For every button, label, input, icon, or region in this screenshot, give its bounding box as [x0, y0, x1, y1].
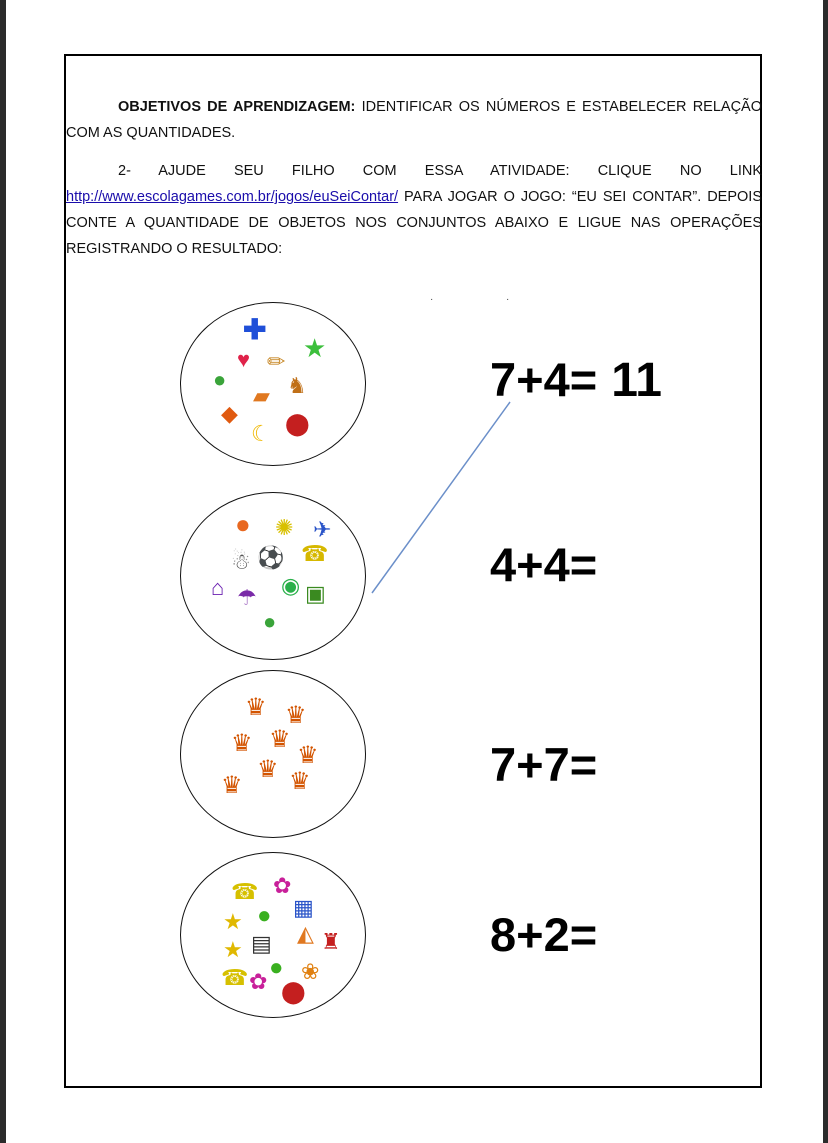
equation-4-expression: 8+2= — [490, 908, 598, 961]
hydrant-icon: ♜ — [321, 929, 341, 954]
telephone-icon: ☎ — [231, 879, 259, 904]
equation-2-expression: 4+4= — [490, 538, 598, 591]
cat-icon: ♛ — [289, 768, 311, 795]
ladybug-icon: ⬤ — [281, 979, 306, 1004]
cat-icon: ♛ — [257, 756, 279, 783]
telephone-icon: ☎ — [221, 965, 249, 990]
objectives-label: OBJETIVOS DE APRENDIZAGEM: — [118, 99, 356, 115]
cat-icon: ♛ — [245, 694, 267, 721]
instructions-suffix: PARA JOGAR O JOGO: “EU SEI CONTAR”. DEPOIS CONTE A QUANTIDADE DE OBJETOS NOS CONJUNTOS ABAIXO E LIGUE NAS OPERAÇÕES REGISTRANDO O RESULTADO: — [66, 189, 762, 257]
ladybug-icon: ⬤ — [285, 411, 310, 436]
cat-icon: ♛ — [221, 772, 243, 799]
star-icon: ★ — [303, 333, 327, 363]
equation-1-answer: 11 — [611, 354, 662, 407]
flower-icon: ❀ — [301, 959, 320, 984]
stray-mark: · — [430, 294, 434, 305]
orange-icon: ● — [235, 509, 251, 539]
cat-icon: ♛ — [269, 726, 291, 753]
game-link[interactable]: http://www.escolagames.com.br/jogos/euSeiContar/ — [66, 189, 399, 205]
star-icon: ★ — [223, 909, 243, 934]
fish-icon: ◆ — [221, 401, 238, 426]
star-icon: ★ — [223, 937, 243, 962]
bandage-icon: ▰ — [253, 383, 270, 408]
heart-icon: ♥ — [237, 347, 251, 372]
train-icon: ▤ — [251, 931, 272, 956]
soccer-ball-icon: ⚽ — [257, 545, 285, 570]
sun-icon: ✺ — [275, 515, 294, 540]
apple-icon: ● — [213, 367, 227, 392]
tennis-ball-icon: ● — [269, 954, 284, 981]
telephone-icon: ☎ — [301, 541, 329, 566]
snowman-icon: ☃ — [231, 549, 251, 574]
airplane-icon: ✈ — [313, 517, 332, 542]
cat-icon: ♛ — [231, 730, 253, 757]
stray-mark: · — [506, 294, 510, 305]
moon-icon: ☾ — [251, 421, 271, 446]
flower-icon: ✿ — [249, 969, 268, 994]
objectives-text: IDENTIFICAR OS NÚMEROS E ESTABELECER RELAÇÃO COM AS QUANTIDADES. — [66, 99, 762, 141]
tennis-ball-icon: ● — [257, 902, 272, 929]
equation-1-expression: 7+4= — [490, 353, 598, 406]
pencil-icon: ✏ — [267, 349, 286, 374]
gift-icon: ▦ — [293, 895, 314, 920]
cross-icon: ✚ — [243, 314, 267, 345]
flower-icon: ✿ — [273, 873, 292, 898]
apple-icon: ● — [263, 609, 277, 634]
connector-line — [372, 402, 510, 593]
balloon-icon: ◉ — [281, 573, 301, 598]
cat-icon: ♛ — [285, 702, 307, 729]
instructions-prefix: 2- AJUDE SEU FILHO COM ESSA ATIVIDADE: CLIQUE NO LINK — [118, 163, 762, 179]
pizza-icon: ◭ — [297, 921, 314, 946]
computer-icon: ▣ — [305, 581, 326, 606]
dog-icon: ♞ — [287, 373, 307, 398]
house-icon: ⌂ — [211, 575, 225, 600]
equation-3-expression: 7+7= — [490, 738, 598, 791]
cat-icon: ♛ — [297, 742, 319, 769]
umbrella-icon: ☂ — [237, 585, 257, 610]
